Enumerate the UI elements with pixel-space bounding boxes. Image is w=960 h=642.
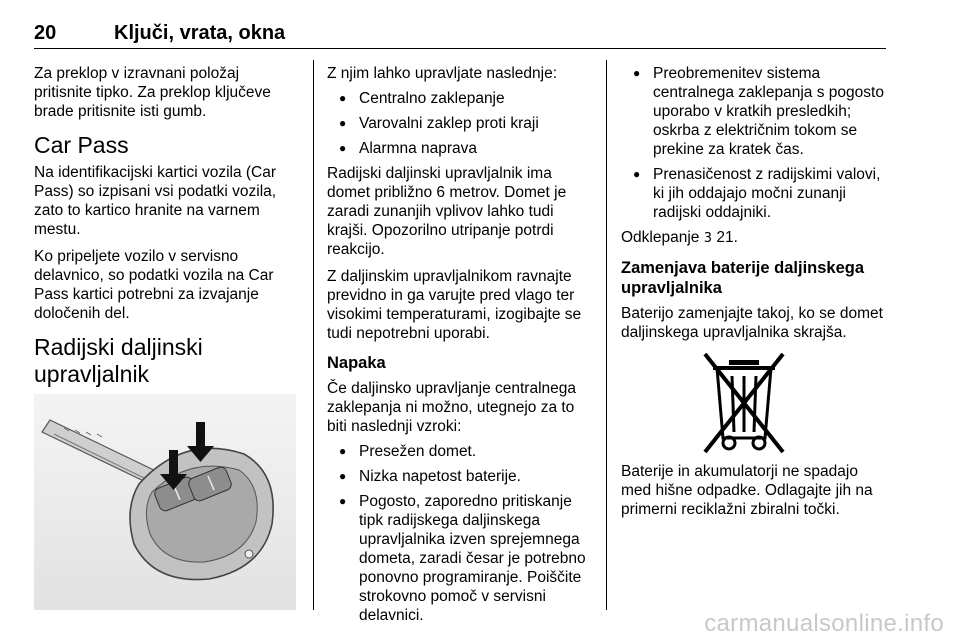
page-number: 20	[34, 22, 57, 44]
car-pass-paragraph-2: Ko pripeljete vozilo v servisno delavnico, so podatki vozila na Car Pass kartici potrebni za izvajanje določenih del.	[34, 248, 274, 322]
page-title: Ključi, vrata, okna	[114, 22, 286, 44]
care-paragraph: Z daljinskim upravljalnikom ravnajte previdno in ga varujte pred vlago ter visokimi temperaturami, izogibajte se tudi nepotrebni uporabi.	[327, 268, 582, 342]
column-divider-2	[606, 60, 607, 610]
disposal-paragraph: Baterije in akumulatorji ne spadajo med hišne odpadke. Odlagajte jih na primerni reciklažni zbiralni točki.	[621, 463, 873, 518]
battery-paragraph: Baterijo zamenjajte takoj, ko se domet daljinskega upravljalnika skrajša.	[621, 305, 883, 341]
car-pass-heading: Car Pass	[34, 132, 129, 158]
remote-key-illustration	[34, 394, 296, 610]
car-pass-paragraph-1: Na identifikacijski kartici vozila (Car Pass) so izpisani vsi podatki vozila, zato to kartico hranite na varnem mestu.	[34, 164, 277, 238]
column-left	[34, 64, 296, 392]
unlock-text: Odklepanje	[621, 229, 700, 246]
battery-heading: Zamenjava baterije daljinskega upravljalnika	[621, 259, 865, 297]
header-divider	[34, 48, 886, 49]
column-middle	[327, 64, 592, 631]
list-item: ● Nizka napetost baterije.	[327, 467, 592, 486]
watermark: carmanualsonline.info	[704, 610, 944, 637]
fault-lead: Če daljinsko upravljanje centralnega zaklepanja ni možno, utegnejo za to biti naslednji vzroki:	[327, 380, 577, 435]
unlock-page-link[interactable]: 21.	[716, 229, 738, 246]
list-item: ● Varovalni zaklep proti kraji	[327, 114, 592, 133]
page-reference-arrow-icon: 3	[703, 231, 713, 246]
range-paragraph: Radijski daljinski upravljalnik ima domet približno 6 metrov. Domet je zaradi zunanjih vplivov lahko tudi krajši. Opozorilno utripanje potrdi reakcijo.	[327, 165, 567, 258]
list-item: ● Pogosto, zaporedno pritiskanje tipk radijskega daljinskega upravljalnika izven sprejemnega dometa, zaradi česar je potrebno ponovno programiranje. Poiščite strokovno pomoč v servisni delavnici.	[327, 492, 592, 625]
unlock-reference	[621, 228, 887, 248]
list-item: ● Presežen domet.	[327, 442, 592, 461]
column-right	[621, 64, 887, 527]
column-divider-1	[313, 60, 314, 610]
list-item: ● Preobremenitev sistema centralnega zaklepanja s pogosto uporabo v kratkih presledkih; oskrba z električnim tokom se prekine za kratek čas.	[621, 64, 887, 159]
causes-list-continued	[621, 64, 887, 222]
list-item: ● Prenasičenost z radijskimi valovi, ki jih oddajajo močni zunanji radijski oddajniki.	[621, 165, 887, 222]
functions-list	[327, 89, 592, 158]
crossed-bin-icon	[699, 350, 789, 456]
fault-heading: Napaka	[327, 354, 386, 372]
remote-heading: Radijski daljinski upravljalnik	[34, 334, 203, 387]
list-item: ● Centralno zaklepanje	[327, 89, 592, 108]
remote-key-image	[34, 394, 296, 610]
list-item: ● Alarmna naprava	[327, 139, 592, 158]
functions-lead: Z njim lahko upravljate naslednje:	[327, 65, 558, 82]
causes-list	[327, 442, 592, 625]
intro-paragraph: Za preklop v izravnani položaj pritisnite tipko. Za preklop ključeve brade pritisnite isti gumb.	[34, 65, 271, 120]
